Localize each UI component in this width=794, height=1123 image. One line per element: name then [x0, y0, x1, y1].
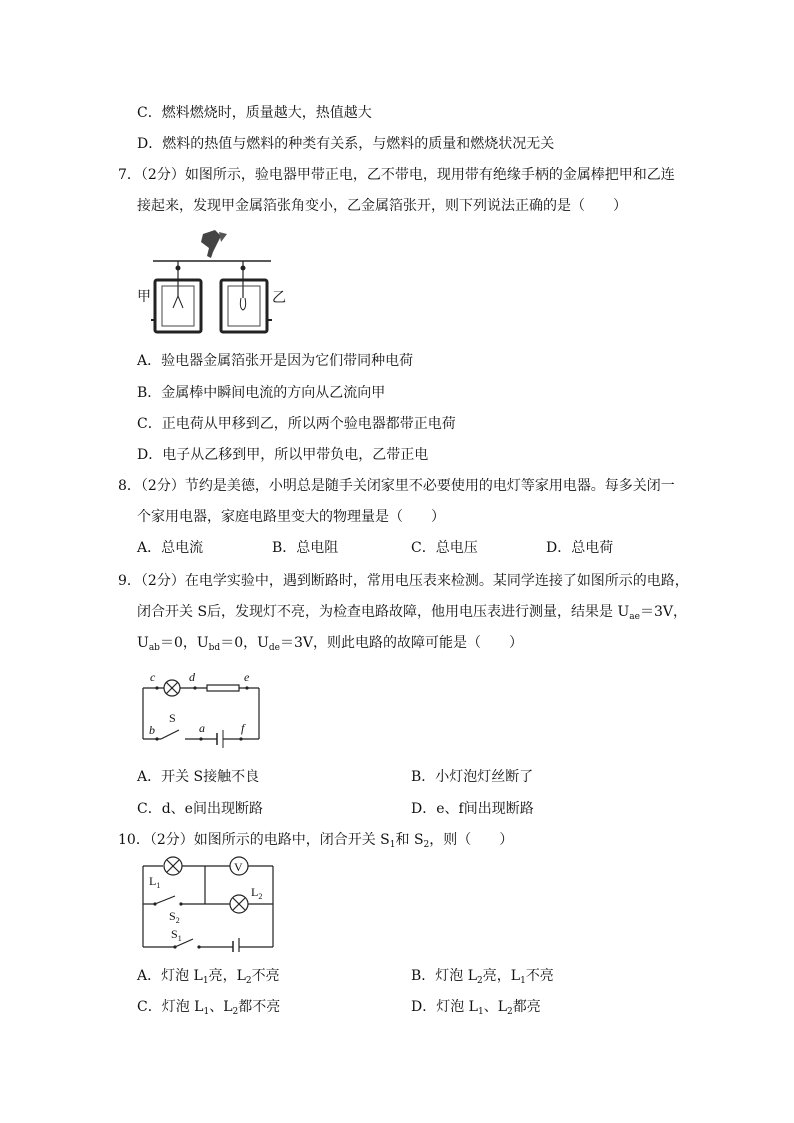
electroscope-figure [135, 228, 295, 340]
label-e: e [244, 670, 250, 684]
label-f: f [241, 721, 245, 735]
label-s2: $S_2$ [169, 909, 180, 925]
label-a: a [199, 721, 205, 735]
q10-stem: 10．（2分）如图所示的电路中，闭合开关 $S_1$和 $S_2$，则（ ） [118, 832, 514, 850]
q10-option-c: C．灯泡 $L_1$、$L_2$都不亮 [137, 999, 281, 1017]
q6-option-c: C．燃料燃烧时，质量越大，热值越大 [137, 105, 372, 121]
q10-option-a: A．灯泡 $L_1$亮，$L_2$不亮 [137, 968, 280, 986]
q8-stem-line1: 8．（2分）节约是美德，小明总是随手关闭家里不必要使用的电灯等家用电器。每多关闭一 [118, 478, 675, 494]
q9-circuit-figure [135, 668, 270, 748]
q9-option-b: B．小灯泡灯丝断了 [411, 769, 534, 785]
label-c: c [150, 670, 156, 684]
q10-circuit-figure [135, 852, 280, 952]
q10-option-b: B．灯泡 $L_2$亮，$L_1$不亮 [411, 968, 554, 986]
label-l1: $L_1$ [149, 874, 161, 890]
q9-option-a: A．开关 S接触不良 [137, 769, 260, 785]
fig-label-yi: 乙 [272, 290, 286, 306]
label-s1: $S_1$ [171, 927, 182, 943]
q9-stem-line3: $U_{ab}=0$，$U_{bd}=0$，$U_{de}=3V$，则此电路的故障可能是（ ） [137, 635, 524, 653]
q7-stem-line1: 7．（2分）如图所示，验电器甲带正电，乙不带电，现用带有绝缘手柄的金属棒把甲和乙连 [118, 167, 675, 183]
label-b: b [149, 723, 155, 737]
hand-icon [201, 230, 221, 258]
q7-option-d: D．电子从乙移到甲，所以甲带负电，乙带正电 [137, 447, 429, 463]
q8-option-c: C．总电压 [411, 540, 478, 556]
q8-option-d: D．总电荷 [546, 540, 614, 556]
q8-option-a: A．总电流 [137, 540, 204, 556]
q8-stem-line2: 个家用电器，家庭电路里变大的物理量是（ ） [137, 509, 445, 525]
q7-stem-line2: 接起来，发现甲金属箔张角变小，乙金属箔张开，则下列说法正确的是（ ） [137, 198, 627, 214]
label-l2: $L_2$ [251, 885, 263, 901]
fig-label-jia: 甲 [137, 289, 151, 305]
q7-option-b: B．金属棒中瞬间电流的方向从乙流向甲 [137, 385, 386, 401]
q7-option-a: A．验电器金属箔张开是因为它们带同种电荷 [137, 353, 414, 369]
q10-option-d: D．灯泡 $L_1$、$L_2$都亮 [411, 999, 541, 1017]
q6-option-d: D．燃料的热值与燃料的种类有关系，与燃料的质量和燃烧状况无关 [137, 136, 555, 152]
voltmeter-label: V [234, 860, 243, 874]
q9-option-d: D．e、f间出现断路 [411, 801, 534, 817]
q9-stem-line2: 闭合开关 S后，发现灯不亮，为检查电路故障，他用电压表进行测量，结果是 $U_{ae}=3V$， [137, 604, 688, 622]
q9-option-c: C．d、e间出现断路 [137, 801, 263, 817]
q9-stem-line1: 9．（2分）在电学实验中，遇到断路时，常用电压表来检测。某同学连接了如图所示的电路， [118, 573, 689, 589]
label-s: S [169, 711, 176, 725]
q7-option-c: C．正电荷从甲移到乙，所以两个验电器都带正电荷 [137, 416, 456, 432]
label-d: d [189, 670, 195, 684]
q8-option-b: B．总电阻 [272, 540, 339, 556]
